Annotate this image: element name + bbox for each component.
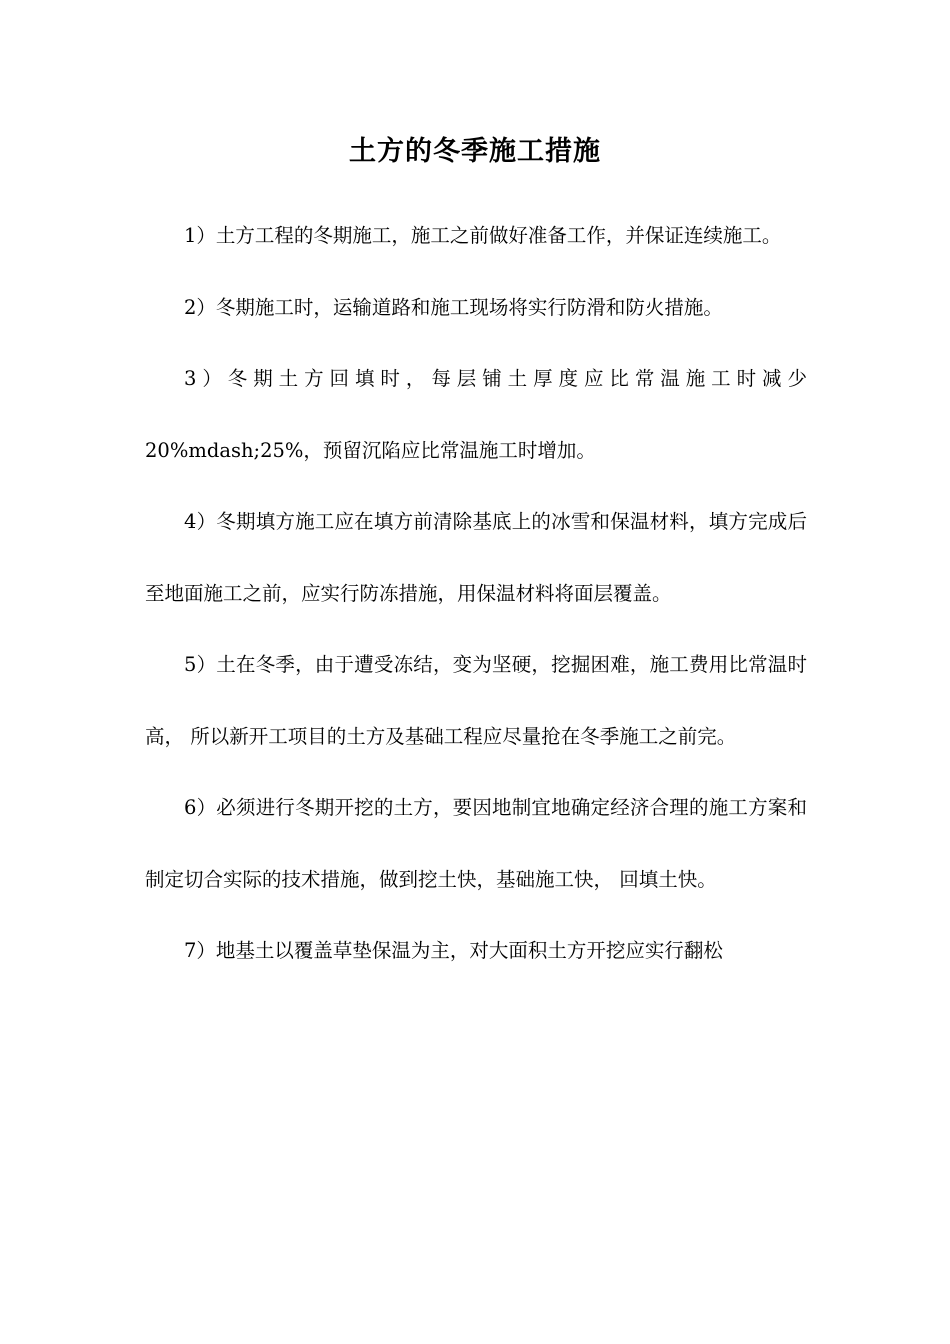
paragraph-7: 7）地基土以覆盖草垫保温为主，对大面积土方开挖应实行翻松 [184, 939, 723, 962]
paragraph-1: 1）土方工程的冬期施工，施工之前做好准备工作，并保证连续施工。 [184, 224, 782, 247]
page-title: 土方的冬季施工措施 [349, 136, 601, 167]
paragraph-5: 5）土在冬季，由于遭受冻结，变为坚硬，挖掘困难，施工费用比常温时高， 所以新开工项目的土方及基础工程应尽量抢在冬季施工之前完。 [145, 653, 807, 748]
paragraph-2: 2）冬期施工时，运输道路和施工现场将实行防滑和防火措施。 [184, 295, 723, 319]
paragraph-4: 4）冬期填方施工应在填方前清除基底上的冰雪和保温材料，填方完成后至地面施工之前，应实行防冻措施，用保温材料将面层覆盖。 [145, 510, 807, 605]
paragraph-6: 6）必须进行冬期开挖的土方，要因地制宜地确定经济合理的施工方案和制定切合实际的技术措施，做到挖土快，基础施工快， 回填土快。 [145, 796, 807, 891]
paragraph-3: 3）冬期土方回填时，每层铺土厚度应比常温施工时减少20%mdash;25%，预留沉陷应比常温施工时增加。 [145, 367, 807, 462]
document-body [145, 200, 807, 987]
